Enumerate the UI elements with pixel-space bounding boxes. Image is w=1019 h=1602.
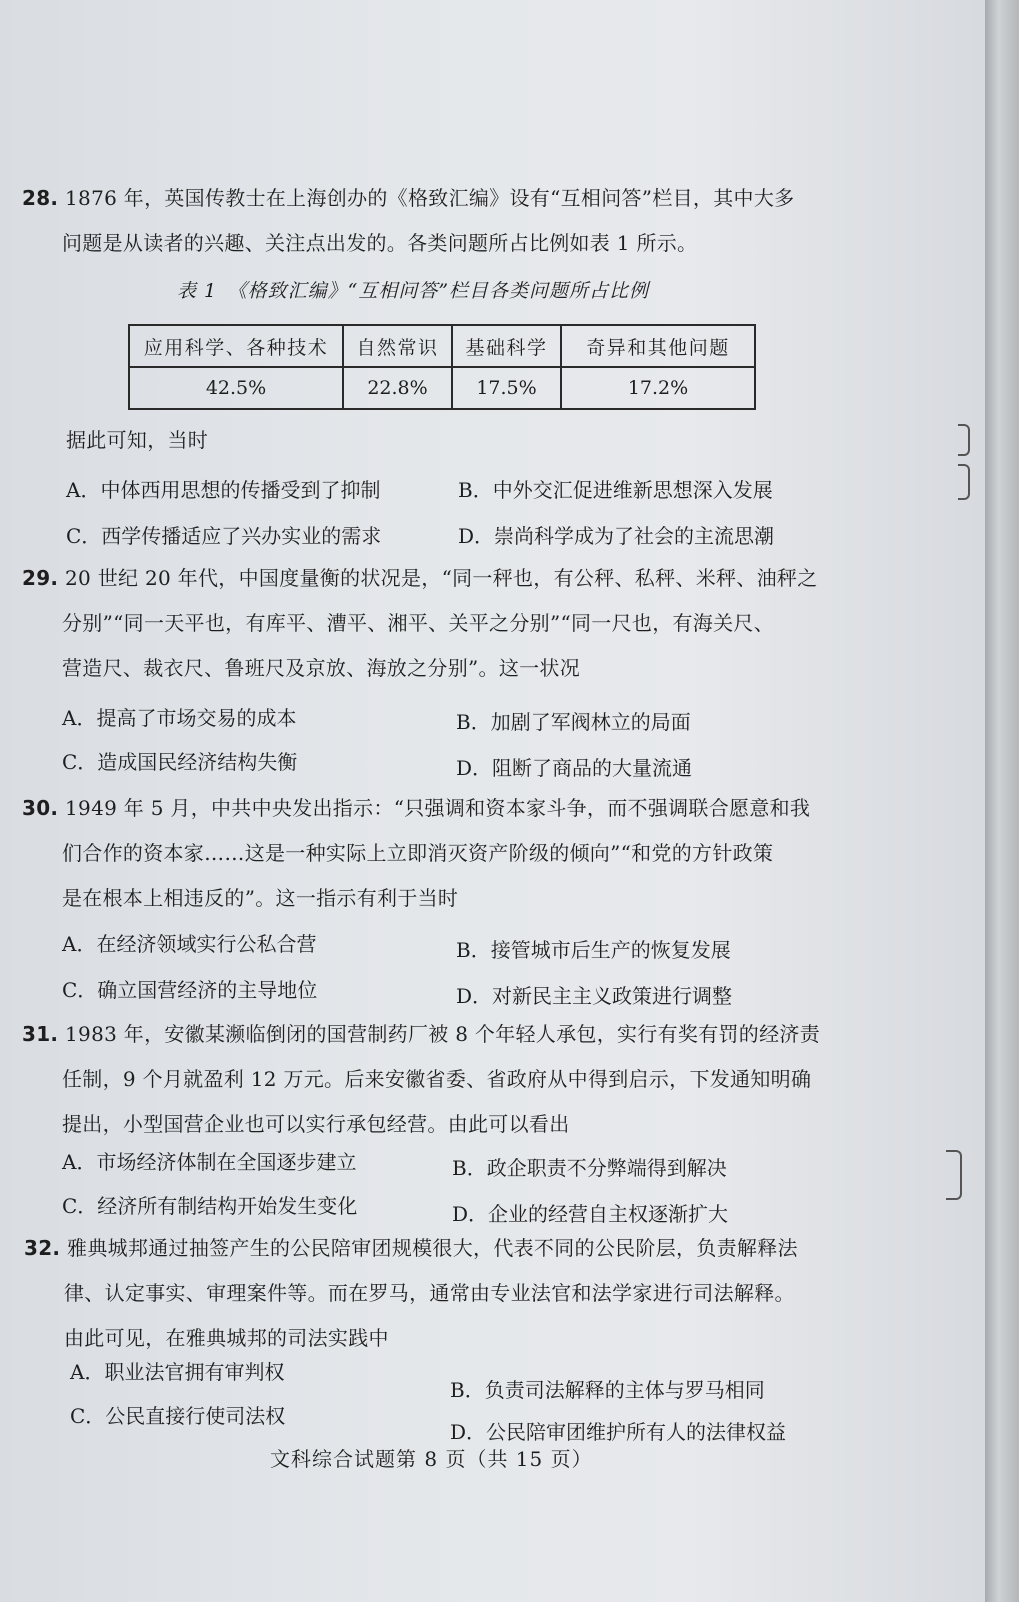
pencil-mark	[958, 464, 970, 500]
pencil-mark	[958, 424, 970, 456]
table-header-cell: 自然常识	[343, 325, 452, 367]
table-caption: 表 1 《格致汇编》“互相问答”栏目各类问题所占比例	[177, 280, 650, 302]
question-number: 32.	[24, 1236, 61, 1260]
stem-line: 问题是从读者的兴趣、关注点出发的。各类问题所占比例如表 1 所示。	[62, 231, 698, 255]
question-30-stem	[22, 786, 810, 921]
page-edge	[985, 0, 1019, 1602]
table-header-cell: 基础科学	[452, 325, 561, 367]
option-d: D．阻断了商品的大量流通	[456, 756, 693, 780]
stem-line: 1949 年 5 月，中共中央发出指示：“只强调和资本家斗争，而不强调联合愿意和我	[65, 796, 811, 820]
option-d: D．企业的经营自主权逐渐扩大	[452, 1202, 729, 1226]
stem-line: 任制，9 个月就盈利 12 万元。后来安徽省委、省政府从中得到启示，下发通知明确	[62, 1067, 812, 1091]
pencil-mark	[946, 1150, 962, 1200]
question-number: 28.	[22, 186, 59, 210]
question-31-stem	[22, 1012, 820, 1147]
option-a: A．在经济领域实行公私合营	[62, 932, 317, 956]
option-a: A．提高了市场交易的成本	[62, 706, 297, 730]
question-number: 31.	[22, 1022, 59, 1046]
table-value-cell: 17.5%	[452, 367, 561, 409]
option-d: D．公民陪审团维护所有人的法律权益	[450, 1420, 787, 1444]
option-a: A．市场经济体制在全国逐步建立	[62, 1150, 357, 1174]
option-b: B．接管城市后生产的恢复发展	[456, 938, 731, 962]
stem-line: 是在根本上相违反的”。这一指示有利于当时	[62, 886, 459, 910]
option-c: C．西学传播适应了兴办实业的需求	[66, 524, 382, 548]
option-b: B．加剧了军阀林立的局面	[456, 710, 691, 734]
question-28-stem	[22, 176, 794, 266]
option-a: A．中体西用思想的传播受到了抑制	[66, 478, 381, 502]
stem-line: 提出，小型国营企业也可以实行承包经营。由此可以看出	[62, 1112, 570, 1136]
option-b: B．中外交汇促进维新思想深入发展	[458, 478, 773, 502]
question-number: 29.	[22, 566, 59, 590]
option-c: C．确立国营经济的主导地位	[62, 978, 318, 1002]
stem-line: 1876 年，英国传教士在上海创办的《格致汇编》设有“互相问答”栏目，其中大多	[65, 186, 795, 210]
stem-line: 们合作的资本家……这是一种实际上立即消灭资产阶级的倾向”“和党的方针政策	[62, 841, 774, 865]
question-29-stem	[22, 556, 818, 691]
table-header-row	[129, 325, 755, 367]
stem-line: 分别”“同一天平也，有库平、漕平、湘平、关平之分别”“同一尺也，有海关尺、	[62, 611, 774, 635]
table-value-cell: 22.8%	[343, 367, 452, 409]
table-header-cell: 奇异和其他问题	[561, 325, 755, 367]
table-value-cell: 17.2%	[561, 367, 755, 409]
question-32-stem	[24, 1226, 798, 1361]
stem-line: 律、认定事实、审理案件等。而在罗马，通常由专业法官和法学家进行司法解释。	[64, 1281, 795, 1305]
option-a: A．职业法官拥有审判权	[70, 1360, 285, 1384]
page-footer: 文科综合试题第 8 页（共 15 页）	[270, 1447, 593, 1471]
option-c: C．公民直接行使司法权	[70, 1404, 286, 1428]
stem-end: 据此可知，当时	[66, 428, 209, 452]
option-b: B．政企职责不分弊端得到解决	[452, 1156, 727, 1180]
option-d: D．崇尚科学成为了社会的主流思潮	[458, 524, 775, 548]
option-c: C．经济所有制结构开始发生变化	[62, 1194, 358, 1218]
stem-line: 由此可见，在雅典城邦的司法实践中	[64, 1326, 389, 1350]
option-b: B．负责司法解释的主体与罗马相同	[450, 1378, 765, 1402]
option-c: C．造成国民经济结构失衡	[62, 750, 298, 774]
stem-line: 20 世纪 20 年代，中国度量衡的状况是，“同一秤也，有公秤、私秤、米秤、油秤之	[65, 566, 818, 590]
stem-line: 雅典城邦通过抽签产生的公民陪审团规模很大，代表不同的公民阶层，负责解释法	[67, 1236, 798, 1260]
question-number: 30.	[22, 796, 59, 820]
table-value-row	[129, 367, 755, 409]
table-value-cell: 42.5%	[129, 367, 343, 409]
table-header-cell: 应用科学、各种技术	[129, 325, 343, 367]
stem-line: 1983 年，安徽某濒临倒闭的国营制药厂被 8 个年轻人承包，实行有奖有罚的经济责	[65, 1022, 821, 1046]
data-table	[128, 324, 756, 410]
option-d: D．对新民主主义政策进行调整	[456, 984, 733, 1008]
stem-line: 营造尺、裁衣尺、鲁班尺及京放、海放之分别”。这一状况	[62, 656, 581, 680]
